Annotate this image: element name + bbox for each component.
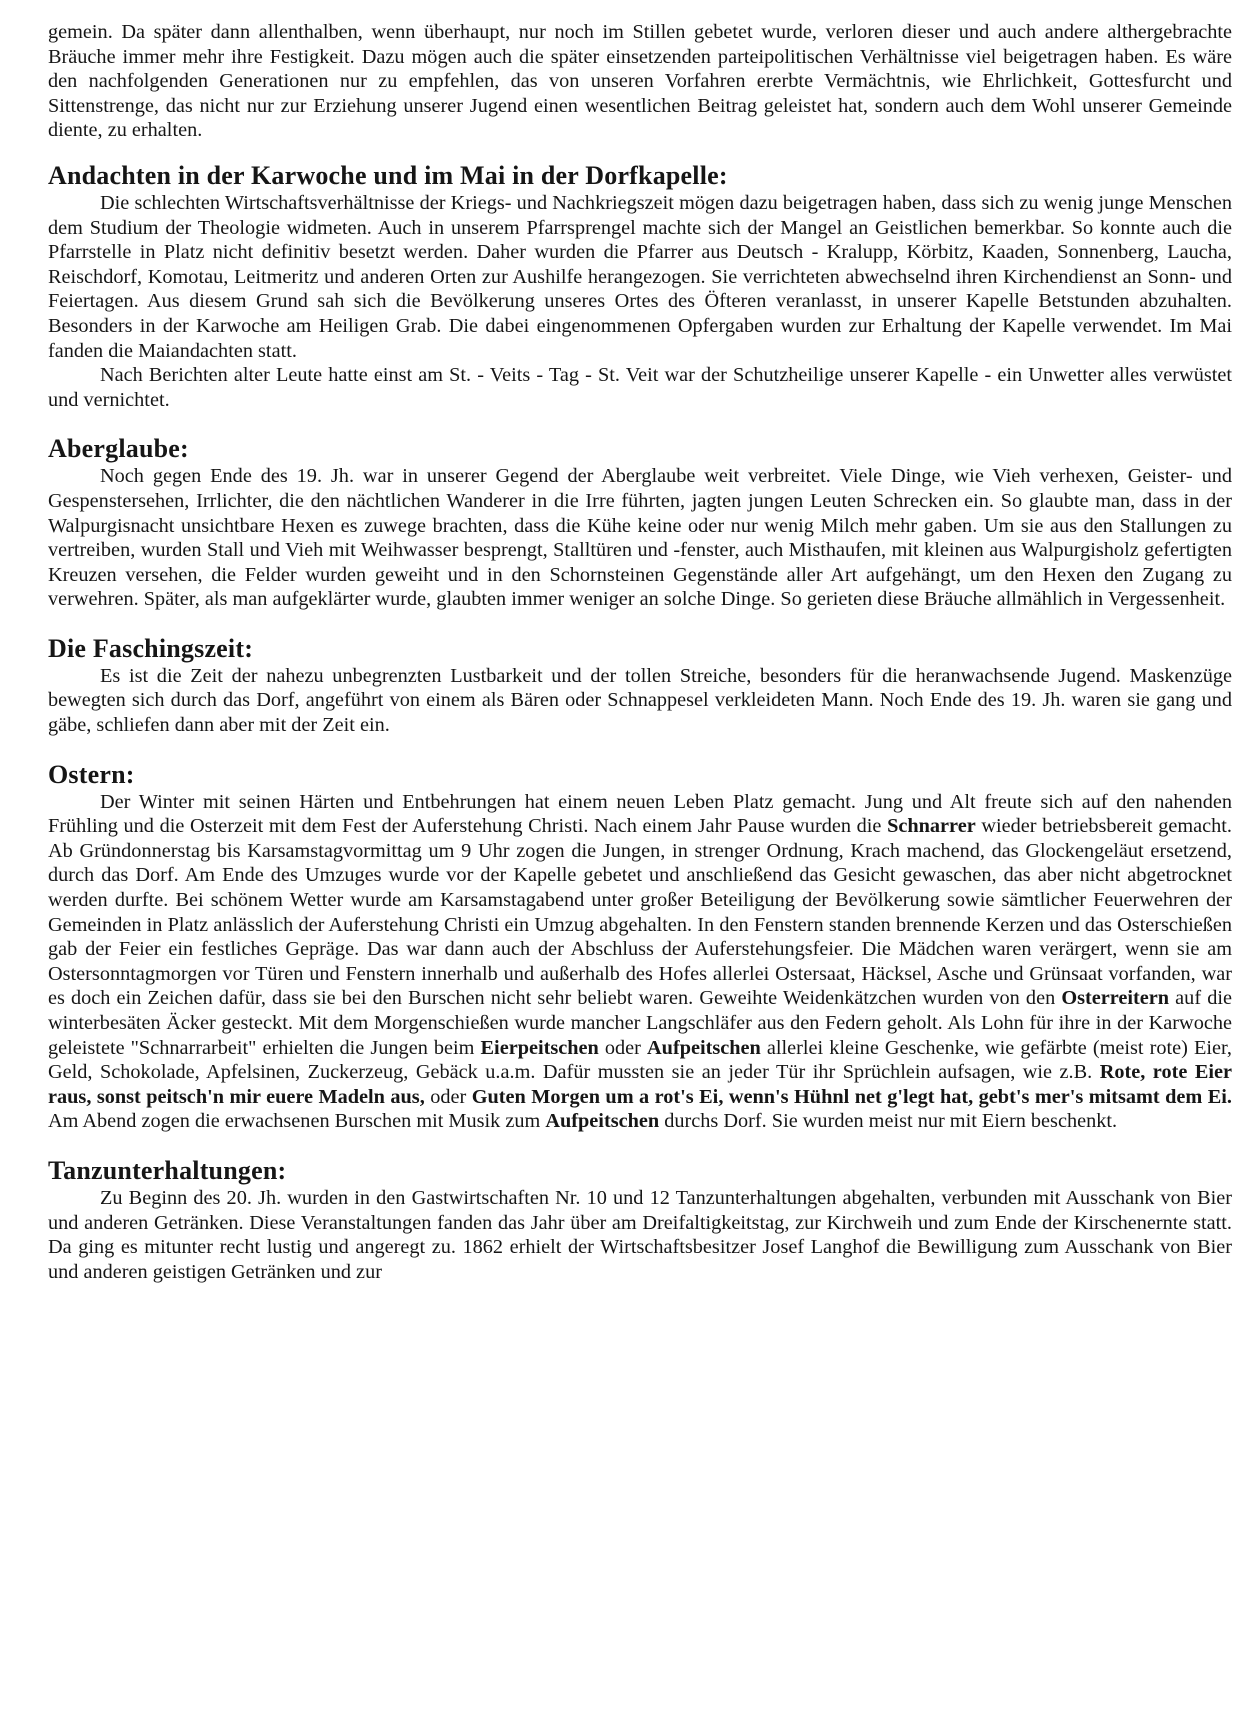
- aberglaube-paragraph: Noch gegen Ende des 19. Jh. war in unserer Gegend der Aberglaube weit verbreitet. Viele Dinge, wie Vieh verhexen, Geister- und Gespenstersehen, Irrlichter, die den nächtlichen Wanderer in die Irre führten, jagten jungen Leuten Schrecken ein. So glaubte man, dass in der Walpurgisnacht unsichtbare Hexen es zuwege brachten, dass die Kühe keine oder nur wenig Milch mehr gaben. Um sie aus den Stallungen zu vertreiben, wurden Stall und Vieh mit Weihwasser besprengt, Stalltüren und -fenster, auch Misthaufen, mit kleinen aus Walpurgisholz gefertigten Kreuzen versehen, die Felder wurden geweiht und in den Schornsteinen Gegenstände aller Art aufgehängt, um den Hexen den Zugang zu verwehren. Später, als man aufgeklärter wurde, glaubten immer weniger an solche Dinge. So gerieten diese Bräuche allmählich in Vergessenheit.: [48, 465, 1232, 611]
- ostern-bold-schnarrer: Schnarrer: [887, 815, 976, 838]
- ostern-bold-aufpeitschen: Aufpeitschen: [647, 1036, 761, 1059]
- ostern-text-5: allerlei kleine Geschenke, wie gefärbte (meist rote) Eier, Geld, Schokolade, Apfelsinen, Zuckerzeug, Gebäck u.a.m. Dafür mussten sie an jeder Tür ihr Sprüchlein aufsagen, wie z.B.: [48, 1036, 1233, 1084]
- ostern-text-3: auf die winterbesäten Äcker gesteckt. Mit dem Morgenschießen wurde mancher Langschläfer aus den Federn geholt. Als Lohn für ihre in der Karwoche geleistete "Schnarrarbeit" erhielten die Jungen beim: [48, 987, 1232, 1059]
- andachten-paragraph-2: Nach Berichten alter Leute hatte einst am St. - Veits - Tag - St. Veit war der Schutzheilige unserer Kapelle - ein Unwetter alles verwüstet und vernichtet.: [48, 364, 1232, 411]
- ostern-text-8: durchs Dorf. Sie wurden meist nur mit Eiern beschenkt.: [659, 1110, 1118, 1133]
- andachten-paragraph-1: Die schlechten Wirtschaftsverhältnisse der Kriegs- und Nachkriegszeit mögen dazu beigetragen haben, dass sich zu wenig junge Menschen dem Studium der Theologie widmeten. Auch in unserem Pfarrsprengel machte sich der Mangel an Geistlichen bemerkbar. So konnte auch die Pfarrstelle in Platz nicht definitiv besetzt werden. Daher wurden die Pfarrer aus Deutsch - Kralupp, Körbitz, Kaaden, Sonnenberg, Laucha, Reischdorf, Komotau, Leitmeritz und anderen Orten zur Aushilfe herangezogen. Sie verrichteten abwechselnd ihren Kirchendienst an Sonn- und Feiertagen. Aus diesem Grund sah sich die Bevölkerung unseres Ortes des Öfteren veranlasst, in unserer Kapelle Betstunden abzuhalten. Besonders in der Karwoche am Heiligen Grab. Die dabei eingenommenen Opfergaben wurden zur Erhaltung der Kapelle verwendet. Im Mai fanden die Maiandachten statt.: [48, 191, 1232, 362]
- tanzunterhaltungen-paragraph: Zu Beginn des 20. Jh. wurden in den Gastwirtschaften Nr. 10 und 12 Tanzunterhaltungen abgehalten, verbunden mit Ausschank von Bier und anderen Getränken. Diese Veranstaltungen fanden das Jahr über am Dreifaltigkeitstag, zur Kirchweih und zum Ende der Kirschenernte statt. Da ging es mitunter recht lustig und angeregt zu. 1862 erhielt der Wirtschaftsbesitzer Josef Langhof die Bewilligung zum Ausschank von Bier und anderen geistigen Getränken und zur: [48, 1186, 1232, 1283]
- heading-aberglaube: Aberglaube:: [48, 434, 189, 464]
- ostern-text-7: Am Abend zogen die erwachsenen Burschen mit Musik zum: [48, 1110, 546, 1133]
- heading-tanzunterhaltungen: Tanzunterhaltungen:: [48, 1155, 287, 1185]
- faschingszeit-paragraph: Es ist die Zeit der nahezu unbegrenzten Lustbarkeit und der tollen Streiche, besonders für die heranwachsende Jugend. Maskenzüge bewegten sich durch das Dorf, angeführt von einem als Bären oder Schnappesel verkleideten Mann. Noch Ende des 19. Jh. waren sie gang und gäbe, schliefen dann aber mit der Zeit ein.: [48, 664, 1232, 737]
- ostern-paragraph: [48, 790, 1232, 1134]
- ostern-text-6: oder: [424, 1085, 472, 1108]
- ostern-bold-spruch-2: Guten Morgen um a rot's Ei, wenn's Hühnl net g'legt hat, gebt's mer's mitsamt dem Ei.: [471, 1085, 1232, 1108]
- ostern-text-1: Der Winter mit seinen Härten und Entbehrungen hat einem neuen Leben Platz gemacht. Jung und Alt freute sich auf den nahenden Frühling und die Osterzeit mit dem Fest der Auferstehung Christi. Nach einem Jahr Pause wurden die: [48, 790, 1232, 838]
- intro-paragraph: gemein. Da später dann allenthalben, wenn überhaupt, nur noch im Stillen gebetet wurde, verloren dieser und auch andere althergebrachte Bräuche immer mehr ihre Festigkeit. Dazu mögen auch die später einsetzenden parteipolitischen Verhältnisse viel beigetragen haben. Es wäre den nachfolgenden Generationen nur zu empfehlen, das von unseren Vorfahren ererbte Vermächtnis, wie Ehrlichkeit, Gottesfurcht und Sittenstrenge, das nicht nur zur Erziehung unserer Jugend einen wesentlichen Beitrag geleistet hat, sondern auch dem Wohl unserer Gemeinde diente, zu erhalten.: [48, 21, 1232, 142]
- ostern-bold-osterreitern: Osterreitern: [1061, 987, 1170, 1010]
- ostern-bold-eierpeitschen: Eierpeitschen: [480, 1036, 599, 1059]
- heading-andachten: Andachten in der Karwoche und im Mai in der Dorfkapelle:: [48, 160, 728, 190]
- heading-ostern: Ostern:: [48, 759, 135, 789]
- heading-faschingszeit: Die Faschingszeit:: [48, 633, 254, 663]
- ostern-text-2: wieder betriebsbereit gemacht. Ab Gründonnerstag bis Karsamstagvormittag um 9 Uhr zogen die Jungen, in strenger Ordnung, Krach machend, das Glockengeläut ersetzend, durch das Dorf. Am Ende des Umzuges wurde vor der Kapelle gebetet und anschließend das Gesicht gewaschen, das aber nicht abgetrocknet werden durfte. Bei schönem Wetter wurde am Karsamstagabend unter großer Beteiligung der Bevölkerung sowie sämtlicher Feuerwehren der Gemeinden in Platz anlässlich der Auferstehung Christi ein Umzug abgehalten. In den Fenstern standen brennende Kerzen und das Osterschießen gab der Feier ein festliches Gepräge. Das war dann auch der Abschluss der Auferstehungsfeier. Die Mädchen waren verärgert, wenn sie am Ostersonntagmorgen vor Türen und Fenstern innerhalb und außerhalb des Hofes allerlei Ostersaat, Häcksel, Asche und Grünsaat vorfanden, war es doch ein Zeichen dafür, dass sie bei den Burschen nicht sehr beliebt waren. Geweihte Weidenkätzchen wurden von den: [48, 815, 1232, 1010]
- ostern-text-4: oder: [598, 1036, 648, 1059]
- ostern-bold-aufpeitschen-2: Aufpeitschen: [545, 1110, 660, 1133]
- ostern-bold-spruch-1: Rote, rote Eier raus, sonst peitsch'n mir euere Madeln aus,: [48, 1061, 1232, 1108]
